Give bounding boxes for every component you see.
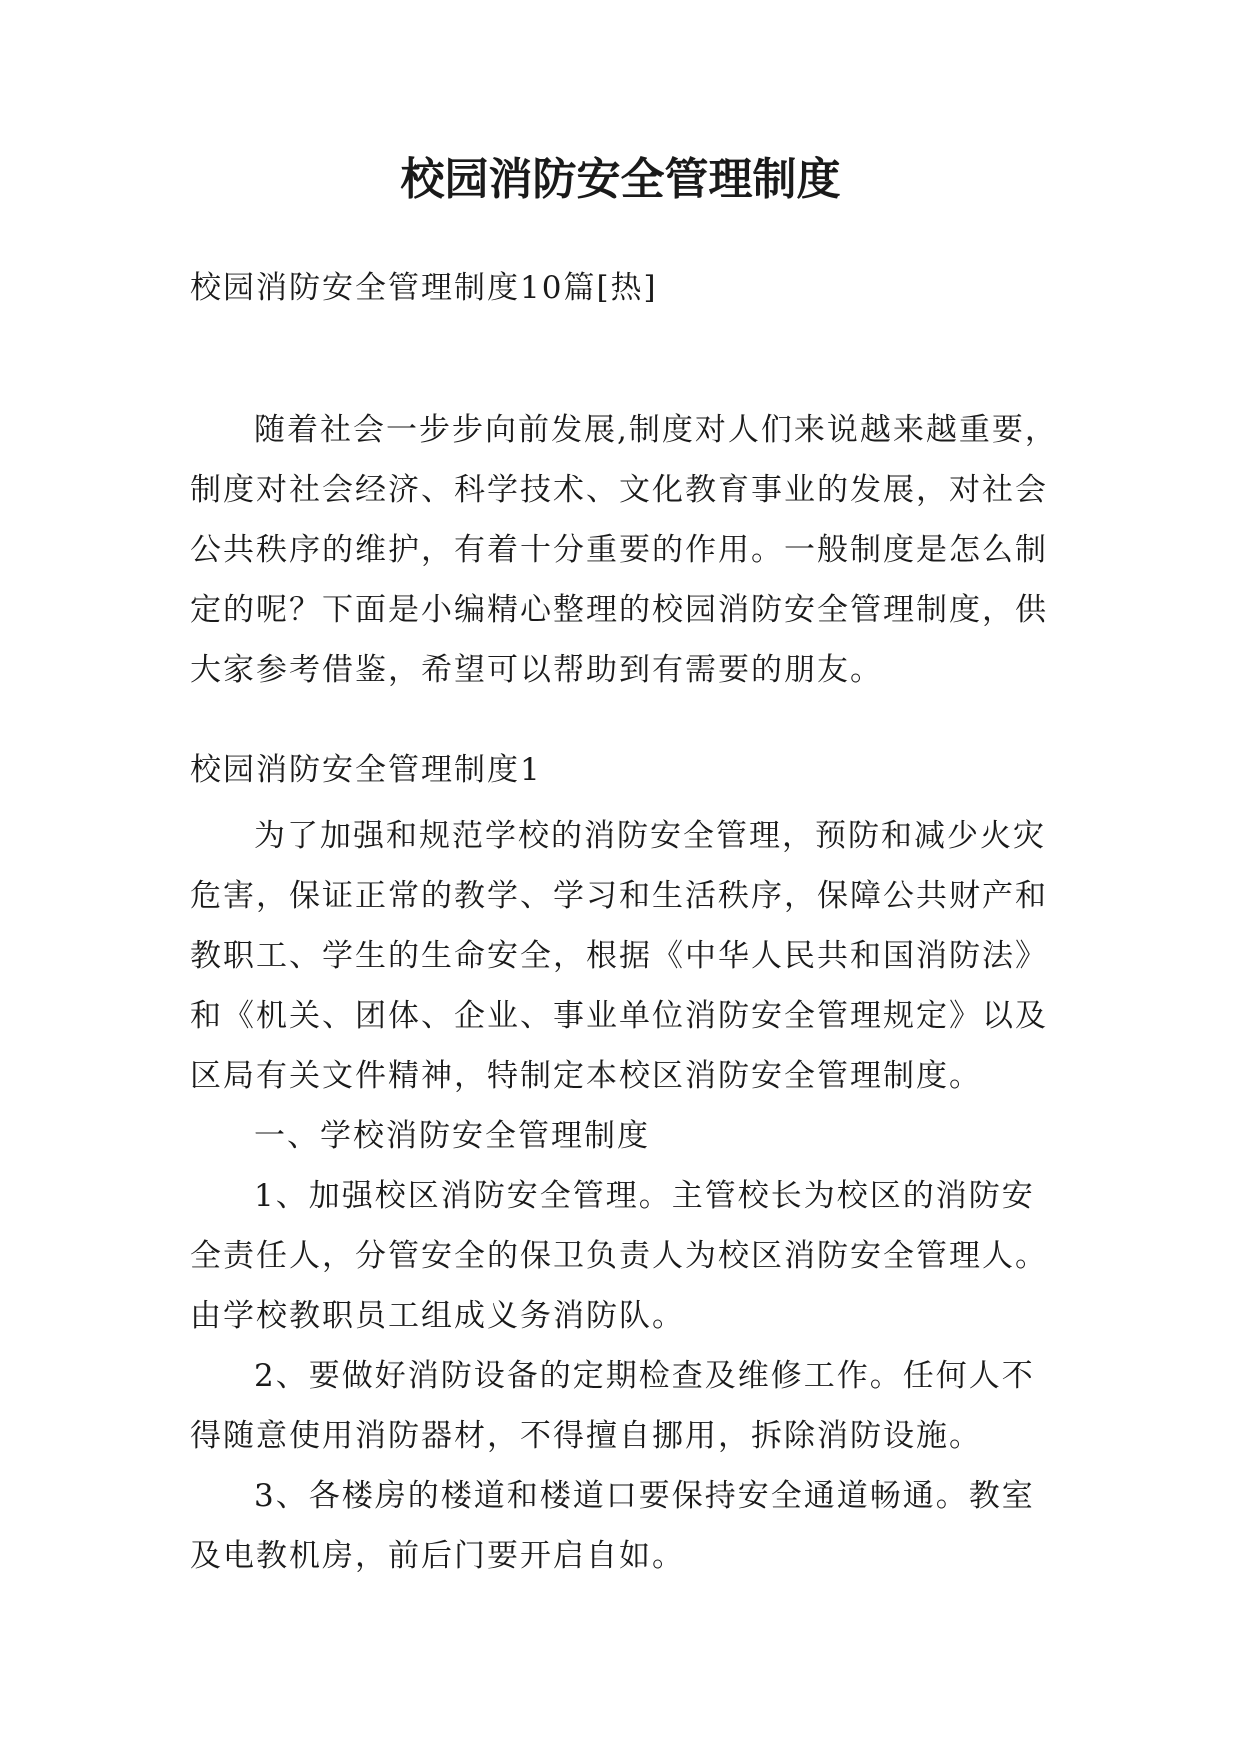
section-line: 及电教机房，前后门要开启自如。 <box>190 1538 685 1574</box>
section-line: 为了加强和规范学校的消防安全管理，预防和减少火灾 <box>254 818 1046 854</box>
section-line: 教职工、学生的生命安全，根据《中华人民共和国消防法》 <box>190 938 1048 974</box>
section-heading <box>190 740 1070 800</box>
section-body <box>190 806 1070 1586</box>
section-line: 1、加强校区消防安全管理。主管校长为校区的消防安 <box>254 1178 1035 1214</box>
intro-line: 随着社会一步步向前发展,制度对人们来说越来越重要， <box>254 412 1058 448</box>
intro-line: 大家参考借鉴，希望可以帮助到有需要的朋友。 <box>190 652 883 688</box>
intro-paragraph <box>190 400 1070 700</box>
section-line: 危害，保证正常的教学、学习和生活秩序，保障公共财产和 <box>190 878 1048 914</box>
page-title: 校园消防安全管理制度 <box>400 154 841 205</box>
section-line: 全责任人，分管安全的保卫负责人为校区消防安全管理人。 <box>190 1238 1048 1274</box>
document-subtitle <box>190 258 1070 318</box>
section-line: 一、学校消防安全管理制度 <box>254 1118 650 1154</box>
section-line: 2、要做好消防设备的定期检查及维修工作。任何人不 <box>254 1358 1035 1394</box>
subtitle-line: 校园消防安全管理制度10篇[热] <box>190 270 658 306</box>
intro-line: 制度对社会经济、科学技术、文化教育事业的发展，对社会 <box>190 472 1048 508</box>
section-line: 区局有关文件精神，特制定本校区消防安全管理制度。 <box>190 1058 982 1094</box>
section-line: 得随意使用消防器材，不得擅自挪用，拆除消防设施。 <box>190 1418 982 1454</box>
intro-line: 公共秩序的维护，有着十分重要的作用。一般制度是怎么制 <box>190 532 1048 568</box>
section-line: 由学校教职员工组成义务消防队。 <box>190 1298 685 1334</box>
section-heading-text: 校园消防安全管理制度1 <box>190 752 542 788</box>
section-line: 3、各楼房的楼道和楼道口要保持安全通道畅通。教室 <box>254 1478 1035 1514</box>
intro-line: 定的呢？下面是小编精心整理的校园消防安全管理制度，供 <box>190 592 1048 628</box>
section-line: 和《机关、团体、企业、事业单位消防安全管理规定》以及 <box>190 998 1048 1034</box>
